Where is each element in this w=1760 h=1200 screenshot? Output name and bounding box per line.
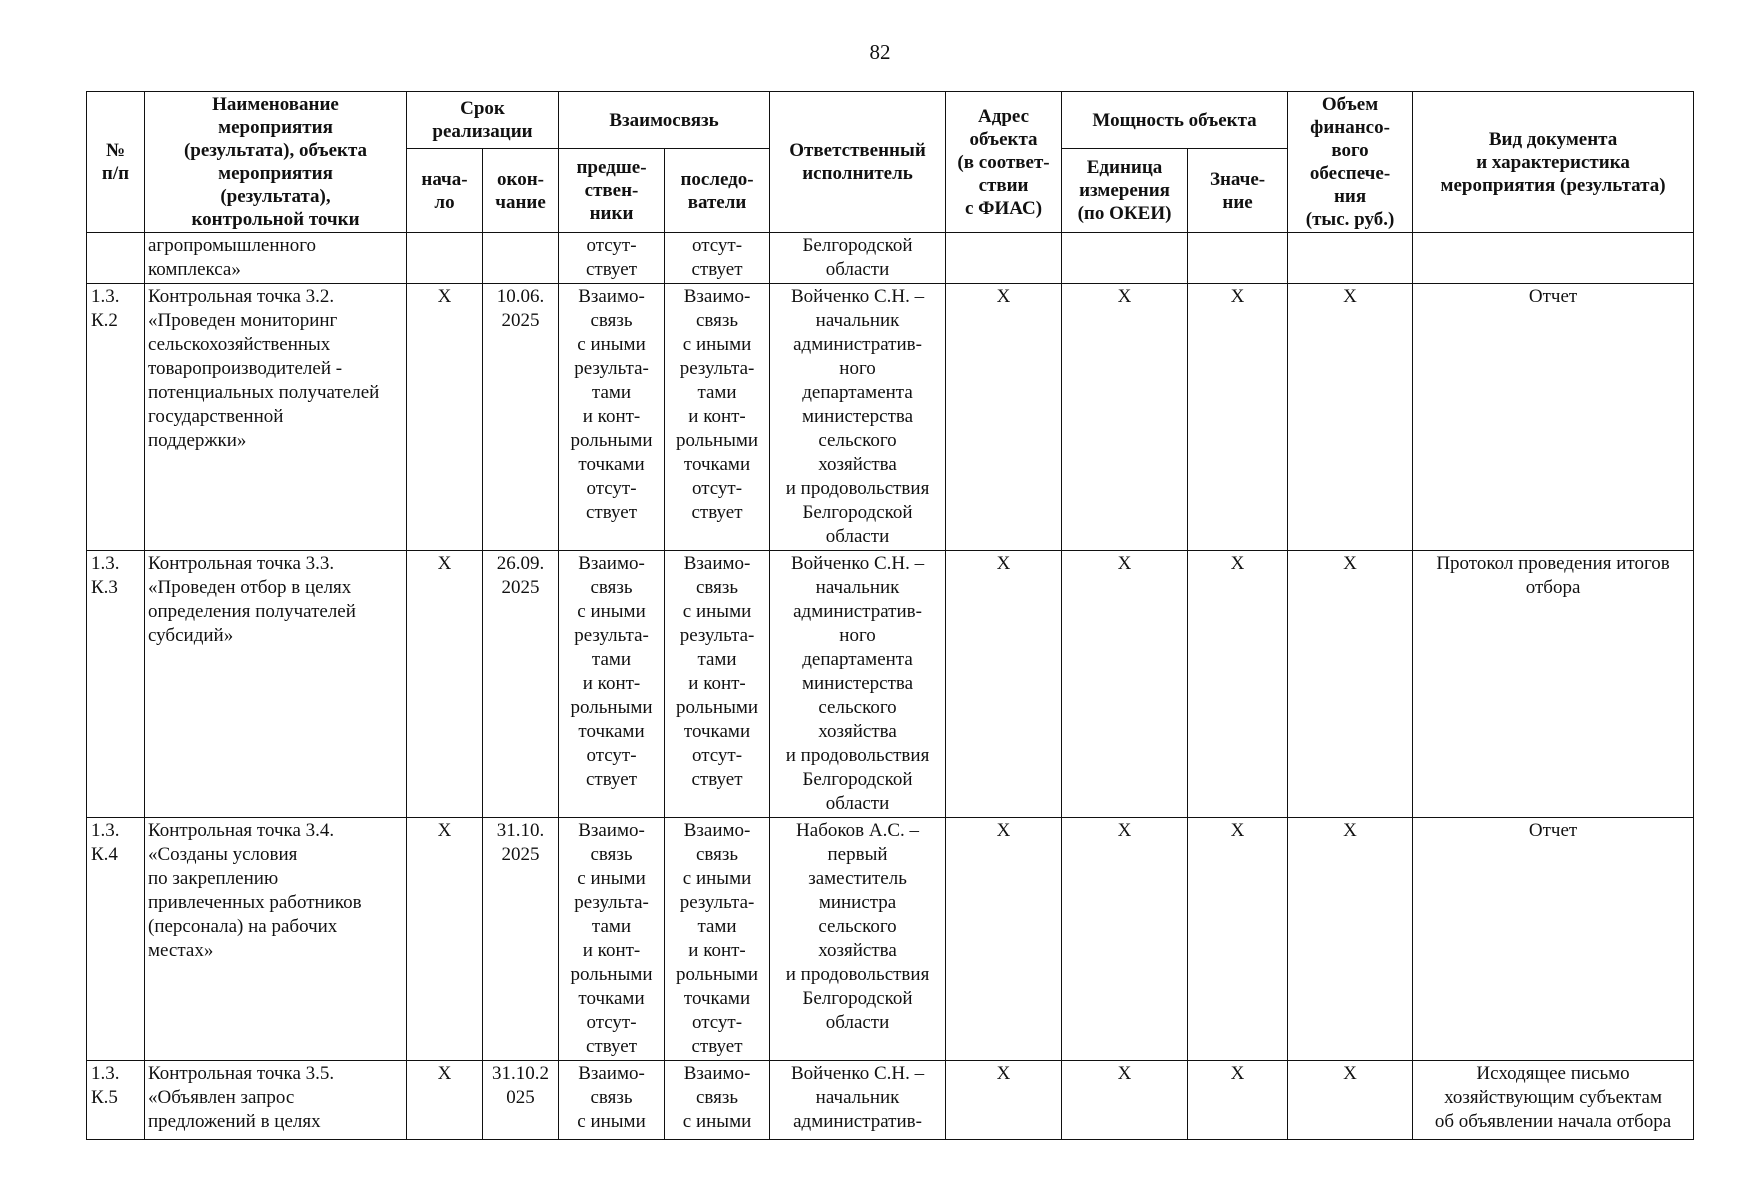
table-row-k3 <box>87 551 1694 818</box>
cell-value: X <box>1188 551 1288 818</box>
cell-name: Контрольная точка 3.5. «Объявлен запрос предложений в целях <box>145 1061 407 1140</box>
cell-finance: X <box>1288 818 1413 1061</box>
cell-num <box>87 233 145 284</box>
cell-address: X <box>946 818 1062 1061</box>
cell-responsible: Белгородской области <box>770 233 946 284</box>
cell-next: Взаимо- связь с иными результа- тами и конт- рольными точками отсут- ствует <box>665 818 770 1061</box>
cell-address: X <box>946 1061 1062 1140</box>
table-row-continuation <box>87 233 1694 284</box>
header-term-end: окон- чание <box>483 149 559 233</box>
cell-name: Контрольная точка 3.4. «Созданы условия по закреплению привлеченных работников (персонала) на рабочих местах» <box>145 818 407 1061</box>
cell-doc: Исходящее письмо хозяйствующим субъектам об объявлении начала отбора <box>1413 1061 1694 1140</box>
header-link-prev: предше- ствен- ники <box>559 149 665 233</box>
header-link-next: последо- ватели <box>665 149 770 233</box>
header-num: № п/п <box>87 92 145 233</box>
cell-finance: X <box>1288 1061 1413 1140</box>
header-capacity-value: Значе- ние <box>1188 149 1288 233</box>
table-row-k4 <box>87 818 1694 1061</box>
cell-next: Взаимо- связь с иными результа- тами и конт- рольными точками отсут- ствует <box>665 284 770 551</box>
cell-start: X <box>407 284 483 551</box>
header-capacity-unit: Единица измерения (по ОКЕИ) <box>1062 149 1188 233</box>
header-row-1 <box>87 92 1694 149</box>
cell-prev: отсут- ствует <box>559 233 665 284</box>
cell-start: X <box>407 551 483 818</box>
cell-end: 10.06. 2025 <box>483 284 559 551</box>
cell-end <box>483 233 559 284</box>
cell-doc: Протокол проведения итогов отбора <box>1413 551 1694 818</box>
cell-value: X <box>1188 284 1288 551</box>
header-address: Адрес объекта (в соответ- ствии с ФИАС) <box>946 92 1062 233</box>
header-term-start: нача- ло <box>407 149 483 233</box>
cell-next: отсут- ствует <box>665 233 770 284</box>
cell-name: Контрольная точка 3.2. «Проведен мониторинг сельскохозяйственных товаропроизводителей - потенциальных получателей государственной поддержки» <box>145 284 407 551</box>
cell-value: X <box>1188 818 1288 1061</box>
cell-finance <box>1288 233 1413 284</box>
cell-finance: X <box>1288 284 1413 551</box>
cell-prev: Взаимо- связь с иными результа- тами и конт- рольными точками отсут- ствует <box>559 551 665 818</box>
cell-start <box>407 233 483 284</box>
cell-start: X <box>407 818 483 1061</box>
cell-unit: X <box>1062 818 1188 1061</box>
cell-end: 31.10.2 025 <box>483 1061 559 1140</box>
header-term: Срок реализации <box>407 92 559 149</box>
table-row-k2 <box>87 284 1694 551</box>
cell-start: X <box>407 1061 483 1140</box>
cell-prev: Взаимо- связь с иными результа- тами и конт- рольными точками отсут- ствует <box>559 284 665 551</box>
table-row-k5 <box>87 1061 1694 1140</box>
cell-doc: Отчет <box>1413 818 1694 1061</box>
cell-responsible: Войченко С.Н. – начальник административ- ного департамента министерства сельского хозяйства и продовольствия Белгородской области <box>770 284 946 551</box>
cell-unit <box>1062 233 1188 284</box>
cell-address: X <box>946 551 1062 818</box>
cell-prev: Взаимо- связь с иными <box>559 1061 665 1140</box>
cell-next: Взаимо- связь с иными результа- тами и конт- рольными точками отсут- ствует <box>665 551 770 818</box>
header-doc: Вид документа и характеристика мероприятия (результата) <box>1413 92 1694 233</box>
cell-unit: X <box>1062 1061 1188 1140</box>
header-finance: Объем финансо- вого обеспече- ния (тыс. руб.) <box>1288 92 1413 233</box>
cell-responsible: Войченко С.Н. – начальник административ- <box>770 1061 946 1140</box>
cell-num: 1.3. К.4 <box>87 818 145 1061</box>
cell-prev: Взаимо- связь с иными результа- тами и конт- рольными точками отсут- ствует <box>559 818 665 1061</box>
cell-value <box>1188 233 1288 284</box>
cell-end: 31.10. 2025 <box>483 818 559 1061</box>
cell-name: Контрольная точка 3.3. «Проведен отбор в целях определения получателей субсидий» <box>145 551 407 818</box>
cell-address: X <box>946 284 1062 551</box>
cell-unit: X <box>1062 551 1188 818</box>
cell-next: Взаимо- связь с иными <box>665 1061 770 1140</box>
cell-doc: Отчет <box>1413 284 1694 551</box>
cell-num: 1.3. К.5 <box>87 1061 145 1140</box>
header-name: Наименование мероприятия (результата), объекта мероприятия (результата), контрольной точки <box>145 92 407 233</box>
cell-num: 1.3. К.3 <box>87 551 145 818</box>
header-link: Взаимосвязь <box>559 92 770 149</box>
header-capacity: Мощность объекта <box>1062 92 1288 149</box>
cell-responsible: Набоков А.С. – первый заместитель министра сельского хозяйства и продовольствия Белгородской области <box>770 818 946 1061</box>
plan-table <box>86 91 1694 1140</box>
cell-doc <box>1413 233 1694 284</box>
cell-name: агропромышленного комплекса» <box>145 233 407 284</box>
cell-responsible: Войченко С.Н. – начальник административ- ного департамента министерства сельского хозяйства и продовольствия Белгородской области <box>770 551 946 818</box>
header-responsible: Ответственный исполнитель <box>770 92 946 233</box>
cell-unit: X <box>1062 284 1188 551</box>
page-number: 82 <box>869 40 891 64</box>
cell-value: X <box>1188 1061 1288 1140</box>
cell-finance: X <box>1288 551 1413 818</box>
cell-address <box>946 233 1062 284</box>
cell-end: 26.09. 2025 <box>483 551 559 818</box>
cell-num: 1.3. К.2 <box>87 284 145 551</box>
